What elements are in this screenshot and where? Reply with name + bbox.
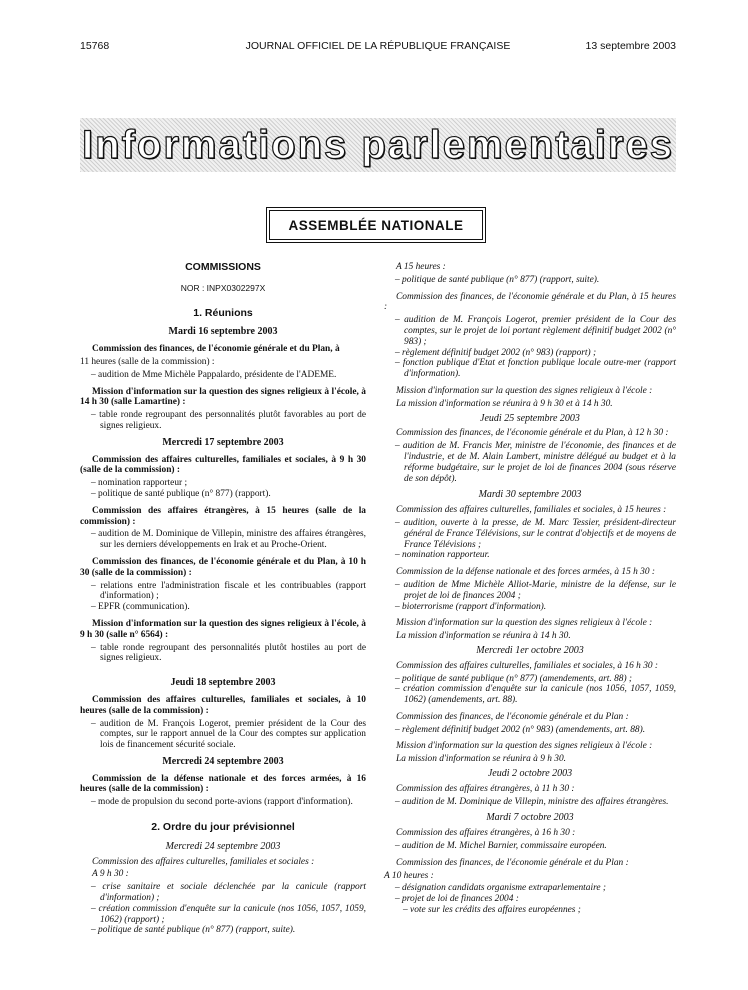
meeting-body: Commission des finances, de l'économie générale et du Plan :: [396, 857, 629, 868]
meeting-time: A 10 heures :: [384, 870, 434, 881]
agenda-list: [80, 478, 366, 500]
meeting-body: Commission de la défense nationale et des forces armées, à 16 heures (salle de la commission) :: [80, 773, 366, 795]
agenda-item: – audition de Mme Michèle Pappalardo, présidente de l'ADEME.: [91, 369, 337, 380]
date-heading: Mardi 30 septembre 2003: [478, 489, 582, 501]
meeting-body: Mission d'information sur la question des signes religieux à l'école, à 9 h 30 (salle n° 6564) :: [80, 618, 366, 640]
agenda-list: [384, 315, 676, 380]
issue-date: 13 septembre 2003: [585, 40, 676, 52]
meeting-body: Commission des affaires culturelles, familiales et sociales, à 15 heures :: [396, 505, 667, 516]
left-column: [80, 262, 366, 942]
meeting-body: Commission des affaires étrangères, à 16 h 30 :: [396, 828, 576, 839]
journal-title: JOURNAL OFFICIEL DE LA RÉPUBLIQUE FRANÇAISE: [245, 40, 511, 52]
agenda-item: – EPFR (communication).: [91, 602, 190, 613]
meeting-time: A 15 heures :: [396, 262, 446, 272]
agenda-item: – politique de santé publique (n° 877) (rapport, suite).: [395, 274, 600, 285]
date-heading: Jeudi 25 septembre 2003: [480, 412, 580, 424]
agenda-item: – politique de santé publique (n° 877) (rapport).: [91, 488, 271, 499]
agenda-item: – mode de propulsion du second porte-avions (rapport d'information).: [91, 797, 353, 808]
agenda-list: [80, 529, 366, 551]
agenda-item: – politique de santé publique (n° 877) (amendements, art. 88) ;: [395, 673, 633, 684]
agenda-item: – table ronde regroupant des personnalités plutôt favorables au port de signes religieux.: [91, 410, 366, 431]
date-heading: Mercredi 17 septembre 2003: [162, 436, 284, 448]
date-heading: Mercredi 24 septembre 2003: [162, 755, 284, 767]
agenda-list: [80, 882, 366, 936]
assemblee-box: [269, 210, 483, 240]
meeting-body: Mission d'information sur la question des signes religieux à l'école :: [396, 741, 653, 752]
commissions-heading: COMMISSIONS: [185, 261, 261, 273]
meeting-time: A 9 h 30 :: [92, 869, 129, 880]
meeting-time: 11 heures (salle de la commission) :: [80, 356, 215, 367]
agenda-item: – audition de Mme Michèle Alliot-Marie, ministre de la défense, sur le projet de loi de finances 2004 ;: [395, 579, 676, 601]
meeting-body: Mission d'information sur la question des signes religieux à l'école, à 14 h 30 (salle Lamartine) :: [80, 386, 366, 408]
meeting-body: Mission d'information sur la question des signes religieux à l'école :: [396, 385, 653, 396]
agenda-item: – fonction publique d'Etat et fonction publique locale outre-mer (rapport d'information).: [395, 358, 676, 380]
agenda-list: [384, 441, 676, 484]
agenda-item: – création commission d'enquête sur la canicule (nos 1056, 1057, 1059, 1062) (rapport) ;: [91, 903, 366, 925]
agenda-item: – table ronde regroupant des personnalités plutôt hostiles au port de signes religieux.: [91, 642, 366, 664]
agenda-item: – audition de M. Dominique de Villepin, ministre des affaires étrangères, sur les derniers développements en Irak et au Proche-Orient.: [91, 529, 366, 551]
meeting-body: Commission des affaires culturelles, familiales et sociales :: [92, 856, 315, 867]
agenda-item: – règlement définitif budget 2002 (n° 983) (amendements, art. 88).: [395, 724, 646, 735]
meeting-note: La mission d'information se réunira à 14 h 30.: [396, 631, 571, 642]
agenda-list: [384, 797, 676, 808]
agenda-list: [80, 581, 366, 613]
reunions-heading: 1. Réunions: [193, 306, 253, 319]
meeting-body: Commission de la défense nationale et des forces armées, à 15 h 30 :: [396, 567, 655, 578]
agenda-list: [80, 643, 366, 665]
meeting-body: Commission des affaires étrangères, à 11 h 30 :: [396, 783, 575, 794]
agenda-list: [384, 275, 676, 286]
date-heading: Jeudi 2 octobre 2003: [487, 768, 573, 780]
banner-title: Informations parlementaires: [82, 122, 674, 167]
agenda-item: – crise sanitaire et sociale déclenchée par la canicule (rapport d'information) ;: [91, 882, 366, 904]
agenda-item: – désignation candidats organisme extraparlementaire ;: [395, 883, 606, 894]
agenda-list: [80, 719, 366, 751]
agenda-list: [384, 883, 676, 915]
agenda-item: – audition de M. Dominique de Villepin, ministre des affaires étrangères.: [395, 796, 669, 807]
date-heading: Mercredi 24 septembre 2003: [165, 840, 281, 852]
meeting-body: Commission des affaires culturelles, familiales et sociales, à 16 h 30 :: [396, 660, 659, 671]
meeting-body: Commission des finances, de l'économie générale et du Plan, à: [92, 344, 340, 355]
agenda-list: [80, 410, 366, 432]
ordre-heading: 2. Ordre du jour prévisionnel: [151, 821, 295, 834]
agenda-item: – audition de M. Michel Barnier, commissaire européen.: [395, 841, 607, 852]
agenda-item: – politique de santé publique (n° 877) (rapport, suite).: [91, 925, 296, 936]
agenda-list: [80, 370, 366, 381]
nor-reference: NOR : INPX0302297X: [180, 282, 266, 293]
agenda-item: – création commission d'enquête sur la canicule (nos 1056, 1057, 1059, 1062) (amendements, art. 88).: [395, 684, 676, 706]
date-heading: Mercredi 1er octobre 2003: [476, 644, 584, 656]
meeting-body: Mission d'information sur la question des signes religieux à l'école :: [396, 618, 653, 629]
agenda-item: – audition de M. Francis Mer, ministre de l'économie, des finances et de l'industrie, et de M. Alain Lambert, ministre délégué au budget et à la réforme budgétaire, sur le projet de loi de finances 2004 (sous réserve de son dépôt).: [395, 441, 676, 484]
date-heading: Mardi 7 octobre 2003: [486, 812, 574, 824]
agenda-item: – vote sur les crédits des affaires européennes ;: [403, 905, 581, 916]
agenda-item: – projet de loi de finances 2004 :: [395, 894, 519, 905]
meeting-body: Commission des finances, de l'économie générale et du Plan, à 15 heures :: [384, 291, 676, 313]
meeting-note: La mission d'information se réunira à 9 h 30.: [396, 754, 566, 765]
agenda-list: [80, 797, 366, 808]
agenda-item: – audition de M. François Logerot, premier président de la Cour des comptes, sur le rapport annuel de la Cour des comptes sur application lois de financement sécurité sociale.: [91, 718, 366, 751]
right-column: [384, 262, 676, 922]
agenda-item: – nomination rapporteur.: [395, 550, 490, 561]
meeting-body: Commission des affaires culturelles, familiales et sociales, à 10 heures (salle de la commission) :: [80, 694, 366, 716]
agenda-list: [384, 674, 676, 706]
agenda-item: – audition, ouverte à la presse, de M. Marc Tessier, président-directeur général de France Télévisions, sur le contrat d'objectifs et de moyens de France Télévisions ;: [395, 517, 676, 550]
meeting-body: Commission des affaires étrangères, à 15 heures (salle de la commission) :: [80, 505, 366, 527]
agenda-item: – audition de M. François Logerot, premier président de la Cour des comptes, sur le projet de loi portant règlement définitif budget 2002 (n° 983) ;: [395, 315, 676, 347]
agenda-item: – relations entre l'administration fiscale et les contribuables (rapport d'information) ;: [91, 580, 366, 602]
assemblee-title: ASSEMBLÉE NATIONALE: [288, 217, 464, 233]
agenda-item: – bioterrorisme (rapport d'information).: [395, 601, 547, 612]
meeting-body: Commission des finances, de l'économie générale et du Plan, à 12 h 30 :: [396, 428, 669, 439]
agenda-list: [384, 580, 676, 612]
meeting-note: La mission d'information se réunira à 9 h 30 et à 14 h 30.: [396, 398, 613, 409]
agenda-list: [384, 725, 676, 736]
agenda-list: [384, 841, 676, 852]
meeting-body: Commission des affaires culturelles, familiales et sociales, à 9 h 30 (salle de la commission) :: [80, 454, 366, 476]
date-heading: Mardi 16 septembre 2003: [168, 326, 278, 338]
agenda-list: [384, 518, 676, 561]
date-heading: Jeudi 18 septembre 2003: [170, 677, 276, 689]
meeting-body: Commission des finances, de l'économie générale et du Plan, à 10 h 30 (salle de la commission) :: [80, 556, 366, 578]
page-number: 15768: [80, 40, 110, 52]
agenda-item: – règlement définitif budget 2002 (n° 983) (rapport) ;: [395, 347, 597, 358]
meeting-body: Commission des finances, de l'économie générale et du Plan :: [396, 711, 629, 722]
section-banner: [80, 118, 676, 172]
agenda-item: – nomination rapporteur ;: [91, 478, 188, 489]
